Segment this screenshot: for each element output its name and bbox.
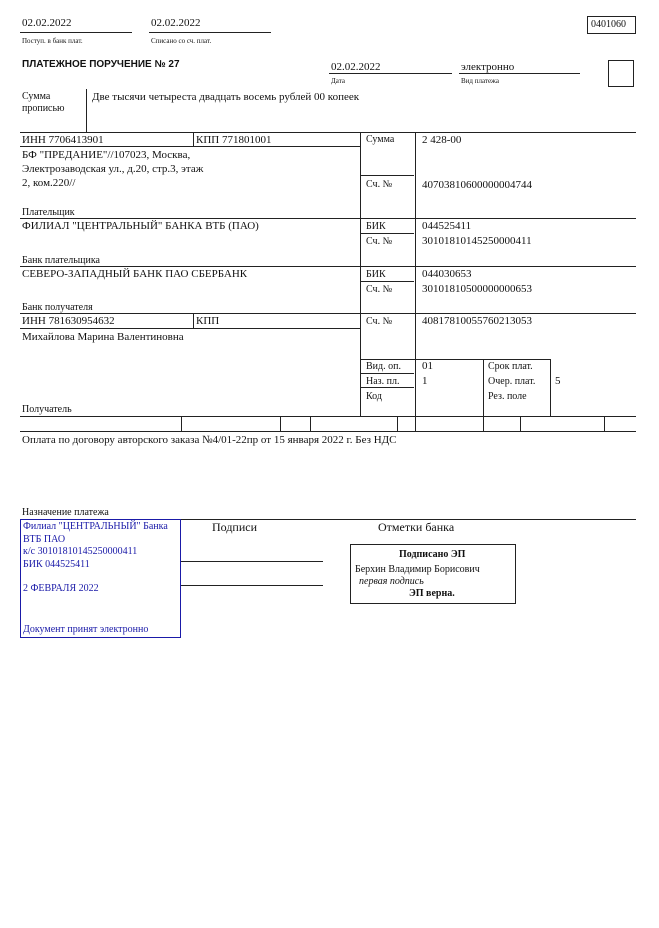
payee-bank-name: СЕВЕРО-ЗАПАДНЫЙ БАНК ПАО СБЕРБАНК	[22, 268, 248, 280]
payer-name-line-1: БФ "ПРЕДАНИЕ"//107023, Москва,	[22, 149, 191, 161]
received-date-label: Поступ. в банк плат.	[22, 37, 83, 45]
document-date-line	[329, 73, 452, 74]
document-title: ПЛАТЕЖНОЕ ПОРУЧЕНИЕ № 27	[22, 59, 180, 70]
op-type: 01	[422, 360, 433, 372]
payee-acc: 40817810055760213053	[422, 315, 532, 327]
payer-kpp: КПП 771801001	[196, 134, 272, 146]
signature-line-2	[181, 585, 323, 586]
grid-line	[361, 373, 414, 374]
amount-words: Две тысячи четыреста двадцать восемь рублей 00 копеек	[92, 91, 360, 103]
code-label: Код	[366, 391, 382, 402]
debited-date: 02.02.2022	[151, 17, 201, 29]
payment-purpose-text: Оплата по договору авторского заказа №4/01-22пр от 15 января 2022 г. Без НДС	[22, 434, 397, 446]
debited-date-line	[149, 32, 271, 33]
amount-words-divider	[86, 89, 87, 132]
grid-line	[280, 416, 281, 431]
term-label: Срок плат.	[488, 361, 533, 372]
purpose-code: 1	[422, 375, 428, 387]
purpose-code-label: Наз. пл.	[366, 376, 400, 387]
payee-bank-bik: 044030653	[422, 268, 472, 280]
e-signature-signer: Берхин Владимир Борисович	[355, 564, 480, 575]
payment-type: электронно	[461, 61, 515, 73]
e-signature-title: Подписано ЭП	[399, 549, 466, 560]
amount-words-label-2: прописью	[22, 103, 65, 114]
payer-bank-label: Банк плательщика	[22, 255, 100, 266]
order-value: 5	[555, 375, 561, 387]
grid-line	[361, 233, 414, 234]
payee-bank-bik-label: БИК	[366, 269, 386, 280]
stamp-line-4: БИК 044525411	[23, 559, 90, 570]
payee-inn: ИНН 781630954632	[22, 315, 115, 327]
stamp-accepted: Документ принят электронно	[23, 624, 149, 635]
payee-acc-label: Сч. №	[366, 316, 393, 327]
payer-account-label: Сч. №	[366, 179, 393, 190]
payee-name: Михайлова Марина Валентиновна	[22, 331, 184, 343]
payer-bank-bik-label: БИК	[366, 221, 386, 232]
bank-stamp	[20, 519, 181, 638]
received-date-line	[20, 32, 132, 33]
payee-label: Получатель	[22, 404, 72, 415]
grid-line	[483, 359, 484, 431]
payer-label: Плательщик	[22, 207, 75, 218]
grid-line	[310, 416, 311, 431]
grid-line	[193, 132, 194, 146]
e-signature-box	[350, 544, 516, 604]
payer-bank-acc-label: Сч. №	[366, 236, 393, 247]
grid-line	[20, 132, 636, 133]
grid-line	[20, 328, 360, 329]
stamp-line-1: Филиал "ЦЕНТРАЛЬНЫЙ" Банка	[23, 521, 168, 532]
grid-line	[20, 416, 636, 417]
grid-line	[397, 416, 398, 431]
grid-line	[415, 132, 416, 431]
grid-line	[20, 431, 636, 432]
e-signature-role: первая подпись	[359, 576, 424, 587]
document-date: 02.02.2022	[331, 61, 381, 73]
grid-line	[20, 313, 636, 314]
op-type-label: Вид. оп.	[366, 361, 401, 372]
stamp-line-3: к/с 30101810145250000411	[23, 546, 138, 557]
received-date: 02.02.2022	[22, 17, 72, 29]
stamp-line-2: ВТБ ПАО	[23, 534, 66, 545]
payee-bank-acc-label: Сч. №	[366, 284, 393, 295]
grid-line	[193, 313, 194, 328]
payment-type-label: Вид платежа	[461, 77, 500, 85]
payee-kpp: КПП	[196, 315, 220, 327]
payment-purpose-label: Назначение платежа	[22, 507, 109, 518]
signature-line-1	[181, 561, 323, 562]
stamp-date: 2 ФЕВРАЛЯ 2022	[23, 583, 99, 594]
grid-line	[361, 175, 414, 176]
grid-line	[361, 387, 414, 388]
payer-name-line-3: 2, ком.220//	[22, 177, 76, 189]
status-box	[608, 60, 634, 87]
payee-bank-label: Банк получателя	[22, 302, 93, 313]
grid-line	[604, 416, 605, 431]
form-code-box	[587, 16, 636, 34]
bank-marks-label: Отметки банка	[378, 520, 455, 534]
grid-line	[20, 266, 636, 267]
grid-line	[520, 416, 521, 431]
amount-label: Сумма	[366, 134, 395, 145]
grid-line	[20, 146, 360, 147]
grid-line	[361, 281, 414, 282]
amount-value: 2 428-00	[422, 134, 462, 146]
form-code: 0401060	[591, 19, 626, 30]
payer-account: 40703810600000004744	[422, 179, 532, 191]
payer-bank-bik: 044525411	[422, 220, 472, 232]
signatures-label: Подписи	[212, 520, 258, 534]
grid-line	[181, 416, 182, 431]
order-label: Очер. плат.	[488, 376, 536, 387]
payer-bank-name: ФИЛИАЛ "ЦЕНТРАЛЬНЫЙ" БАНКА ВТБ (ПАО)	[22, 220, 259, 232]
payee-bank-acc: 30101810500000000653	[422, 283, 532, 295]
amount-words-label-1: Сумма	[22, 91, 51, 102]
payer-bank-acc: 30101810145250000411	[422, 235, 532, 247]
grid-line	[361, 359, 550, 360]
reserve-label: Рез. поле	[488, 391, 527, 402]
document-date-label: Дата	[331, 77, 345, 85]
debited-date-label: Списано со сч. плат.	[151, 37, 212, 45]
e-signature-verified: ЭП верна.	[409, 588, 455, 599]
grid-line	[20, 218, 636, 219]
payer-name-line-2: Электрозаводская ул., д.20, стр.3, этаж	[22, 163, 204, 175]
payment-type-line	[459, 73, 580, 74]
payer-inn: ИНН 7706413901	[22, 134, 104, 146]
grid-line	[360, 132, 361, 416]
grid-line	[550, 359, 551, 416]
